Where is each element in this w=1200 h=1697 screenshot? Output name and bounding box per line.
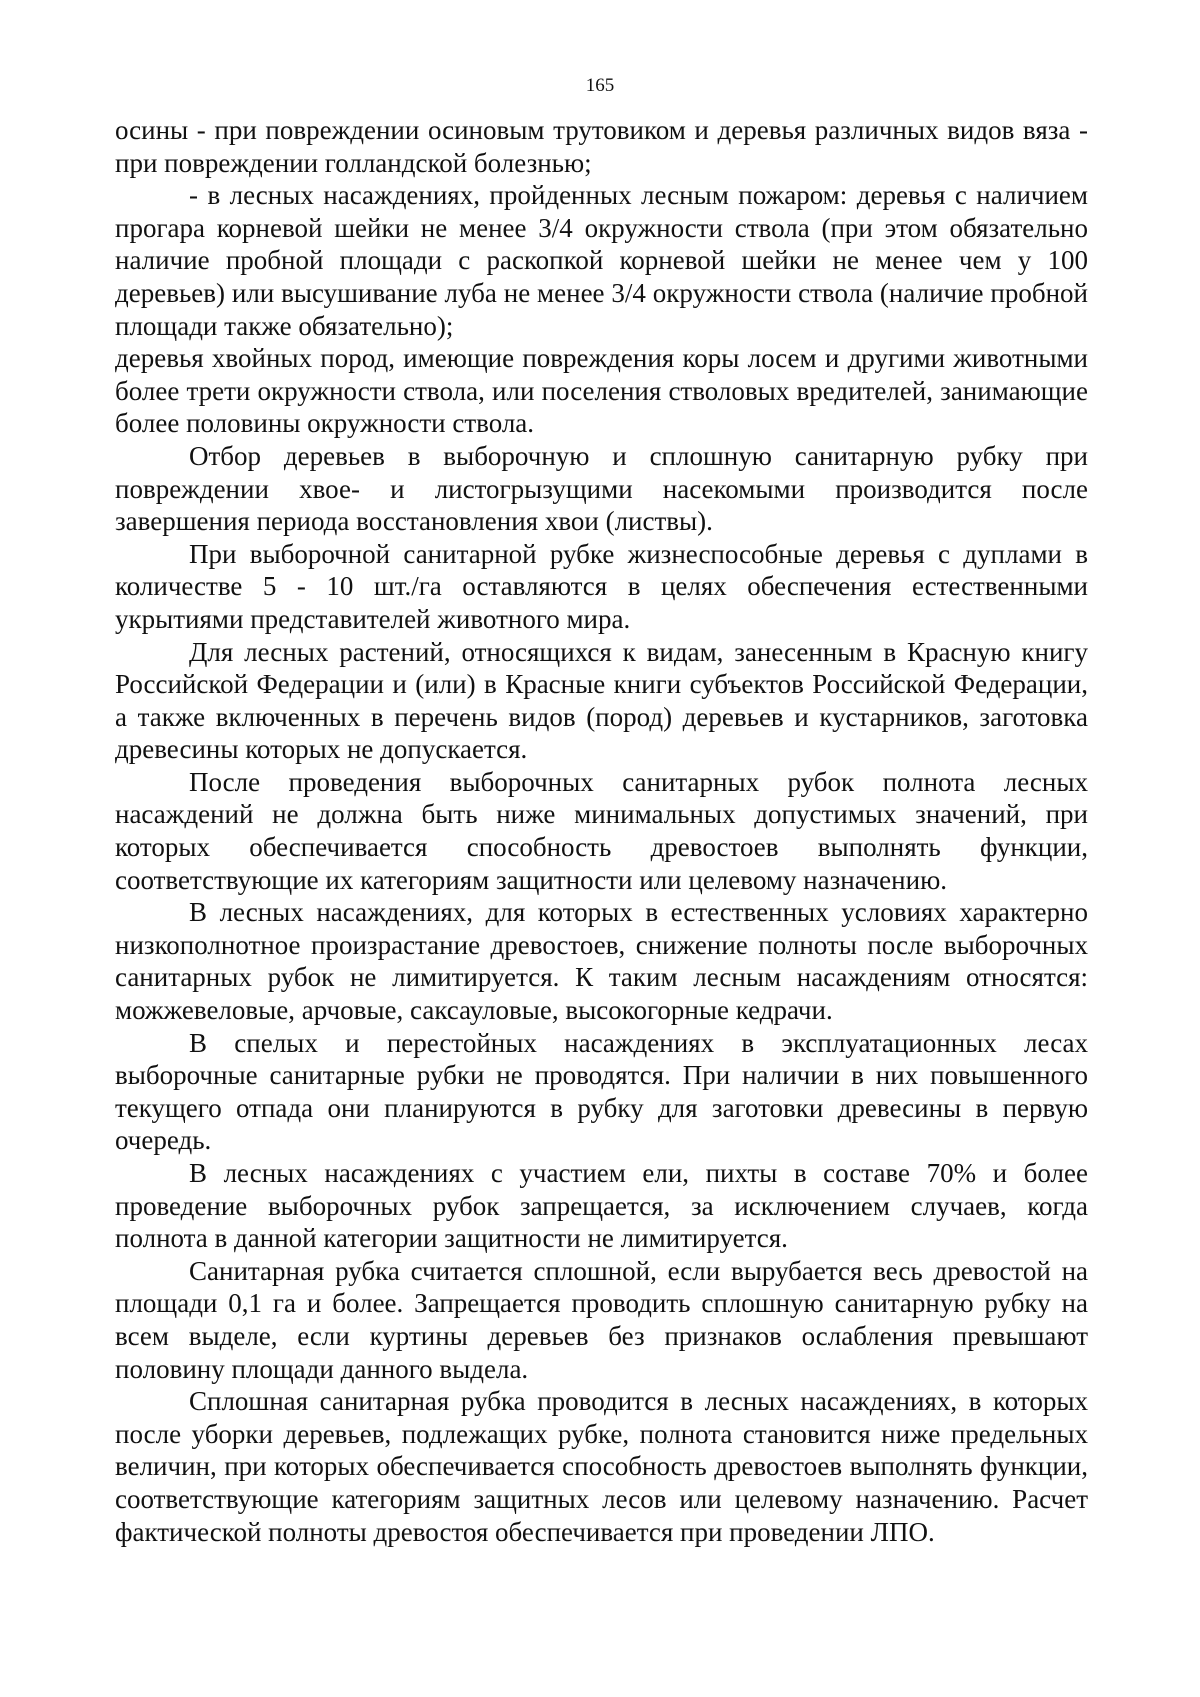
paragraph: деревья хвойных пород, имеющие повреждения коры лосем и другими животными более трети окружности ствола, или поселения стволовых вредителей, занимающие более половины окружности ствола. [115,343,1088,439]
paragraph: Санитарная рубка считается сплошной, если вырубается весь древостой на площади 0,1 га и более. Запрещается проводить сплошную санитарную рубку на всем выделе, если куртины деревьев без признаков ослабления превышают половину площади данного выдела. [115,1255,1088,1384]
paragraph: При выборочной санитарной рубке жизнеспособные деревья с дуплами в количестве 5 - 10 шт./га оставляются в целях обеспечения естественными укрытиями представителей животного мира. [115,538,1088,634]
paragraph: В лесных насаждениях, для которых в естественных условиях характерно низкополнотное произрастание древостоев, снижение полноты после выборочных санитарных рубок не лимитируется. К таким лесным насаждениям относятся: можжевеловые, арчовые, саксауловые, высокогорные кедрачи. [115,897,1088,1026]
paragraph: - в лесных насаждениях, пройденных лесным пожаром: деревья с наличием прогара корневой шейки не менее 3/4 окружности ствола (при этом обязательно наличие пробной площади с раскопкой корневой шейки не менее чем у 100 деревьев) или высушивание луба не менее 3/4 окружности ствола (наличие пробной площади также обязательно); [115,180,1088,341]
paragraph: После проведения выборочных санитарных рубок полнота лесных насаждений не должна быть ниже минимальных допустимых значений, при которых обеспечивается способность древостоев выполнять функции, соответствующие их категориям защитности или целевому назначению. [115,766,1088,895]
paragraph: осины - при повреждении осиновым трутовиком и деревья различных видов вяза - при повреждении голландской болезнью; [115,115,1088,178]
paragraph: В лесных насаждениях с участием ели, пихты в составе 70% и более проведение выборочных рубок запрещается, за исключением случаев, когда полнота в данной категории защитности не лимитируется. [115,1158,1088,1254]
paragraph: Отбор деревьев в выборочную и сплошную санитарную рубку при повреждении хвое- и листогрызущими насекомыми производится после завершения периода восстановления хвои (листвы). [115,440,1088,537]
paragraph: Для лесных растений, относящихся к видам, занесенным в Красную книгу Российской Федерации и (или) в Красные книги субъектов Российской Федерации, а также включенных в перечень видов (пород) деревьев и кустарников, заготовка древесины которых не допускается. [115,636,1088,765]
paragraph: Сплошная санитарная рубка проводится в лесных насаждениях, в которых после уборки деревьев, подлежащих рубке, полнота становится ниже предельных величин, при которых обеспечивается способность древостоев выполнять функции, соответствующие категориям защитных лесов или целевому назначению. Расчет фактической полноты древостоя обеспечивается при проведении ЛПО. [115,1386,1088,1547]
paragraph: В спелых и перестойных насаждениях в эксплуатационных лесах выборочные санитарные рубки не проводятся. При наличии в них повышенного текущего отпада они планируются в рубку для заготовки древесины в первую очередь. [115,1027,1088,1156]
page-number: 165 [585,75,615,96]
body-text [115,114,1088,1548]
